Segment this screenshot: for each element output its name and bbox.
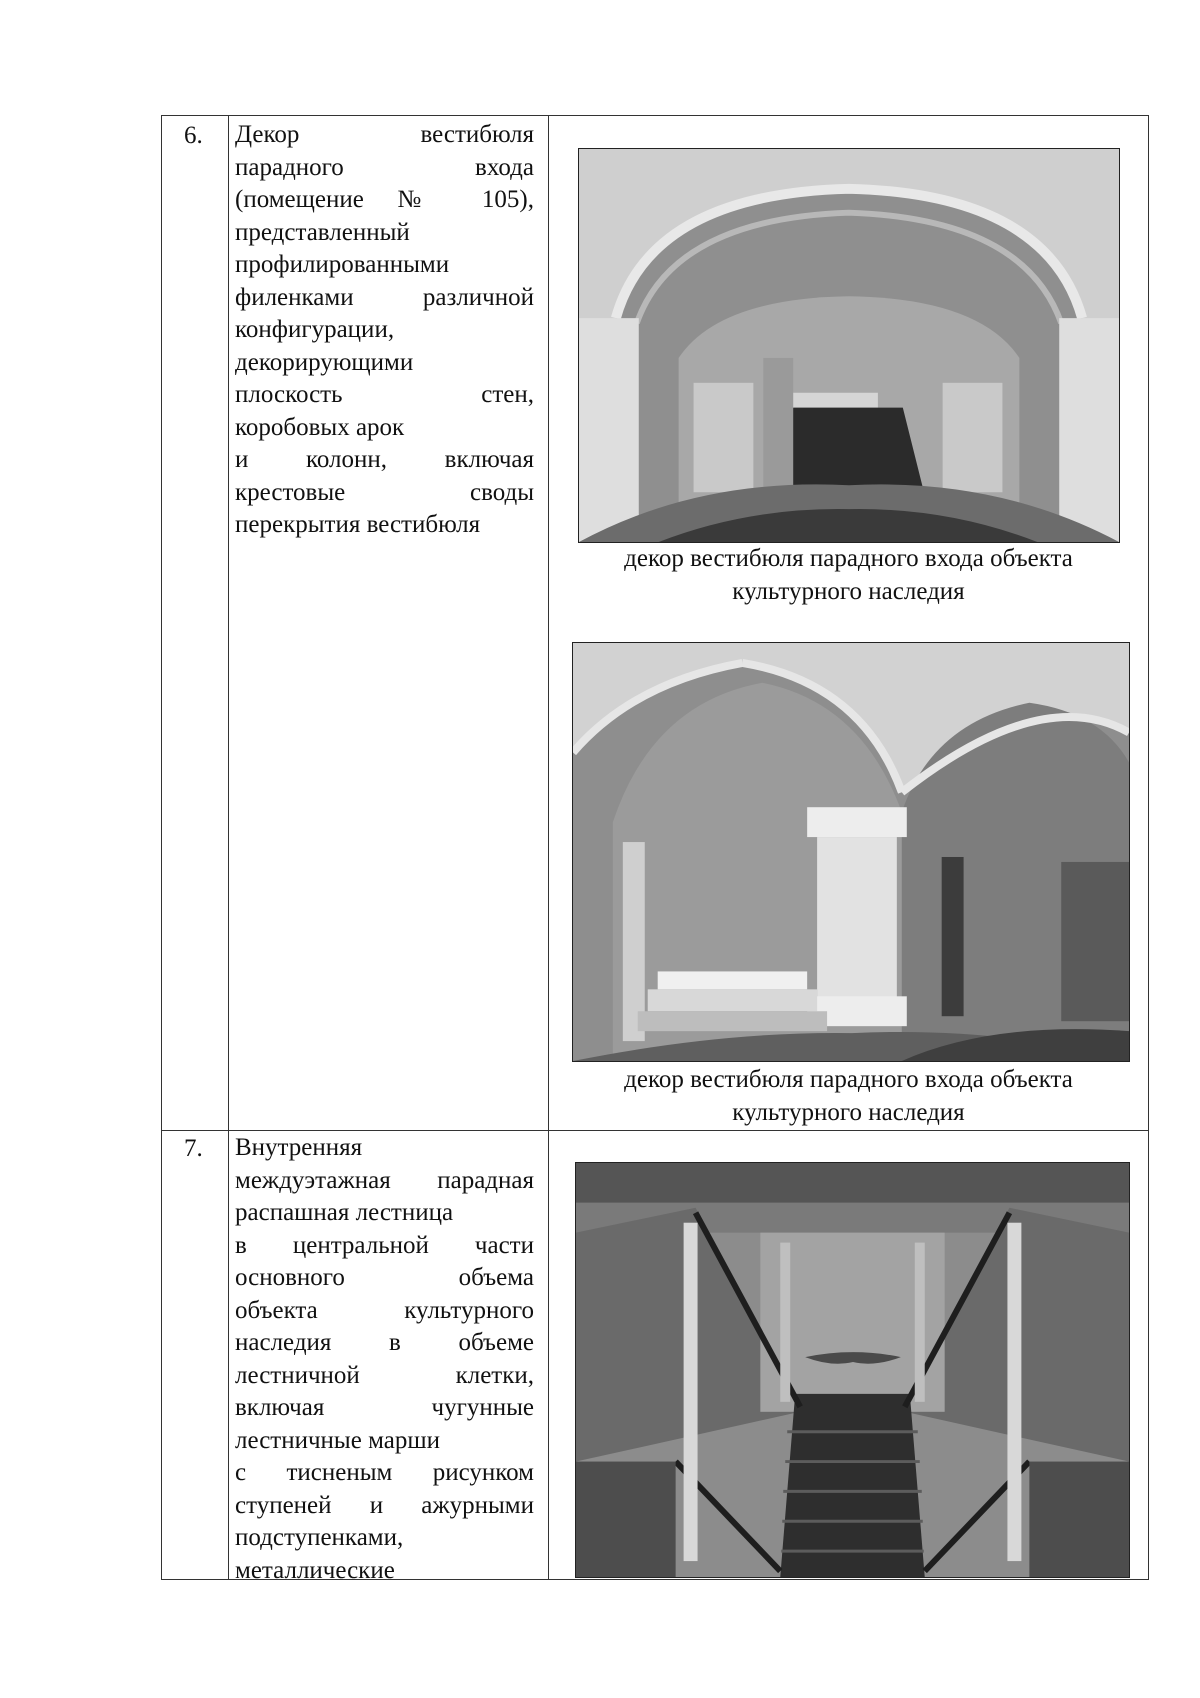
description-line: профилированными <box>235 251 450 278</box>
photo-caption <box>548 1064 1149 1129</box>
description-line: крестовые своды <box>235 478 534 506</box>
description-line: Внутренняя <box>235 1134 363 1161</box>
caption-line: культурного наследия <box>732 577 965 605</box>
description-line: перекрытия вестибюля <box>235 511 481 538</box>
caption-line: декор вестибюля парадного входа объекта <box>624 1066 1073 1093</box>
photo-vestibule-arches <box>578 148 1120 543</box>
description-line: подступенками, <box>235 1524 404 1551</box>
caption-line: декор вестибюля парадного входа объекта <box>624 545 1073 572</box>
row-number: 7. <box>184 1135 203 1162</box>
description-line: (помещение № 105), <box>235 186 534 213</box>
caption-line: культурного наследия <box>732 1098 965 1126</box>
description-line: и колонн, включая <box>235 446 534 473</box>
description-line: лестничные марши <box>235 1426 440 1454</box>
row-divider <box>162 1130 1148 1131</box>
description-line: ступеней и ажурными <box>235 1491 534 1519</box>
photo-main-staircase <box>575 1162 1130 1578</box>
column-divider <box>228 116 229 1579</box>
description-line: конфигурации, <box>235 316 395 343</box>
description-line: металлические <box>235 1556 395 1584</box>
row-description <box>235 119 534 542</box>
description-line: в центральной части <box>235 1231 534 1259</box>
photo-caption <box>548 543 1149 608</box>
description-line: декорирующими <box>235 348 414 376</box>
description-line: плоскость стен, <box>235 381 534 408</box>
description-line: лестничной клетки, <box>235 1361 534 1389</box>
description-line: объекта культурного <box>235 1296 534 1324</box>
description-line: парадного входа <box>235 153 534 181</box>
row-description <box>235 1132 534 1587</box>
row-number: 6. <box>184 122 203 149</box>
description-line: с тисненым рисунком <box>235 1459 534 1486</box>
description-line: распашная лестница <box>235 1199 454 1226</box>
description-line: Декор вестибюля <box>235 121 534 148</box>
photo-vestibule-column <box>572 642 1130 1062</box>
description-line: представленный <box>235 218 410 246</box>
description-line: наследия в объеме <box>235 1329 534 1356</box>
description-line: основного объема <box>235 1264 534 1291</box>
description-line: филенками различной <box>235 283 534 311</box>
description-line: включая чугунные <box>235 1394 534 1421</box>
description-line: коробовых арок <box>235 413 405 441</box>
column-divider <box>548 116 549 1579</box>
description-line: междуэтажная парадная <box>235 1166 534 1194</box>
